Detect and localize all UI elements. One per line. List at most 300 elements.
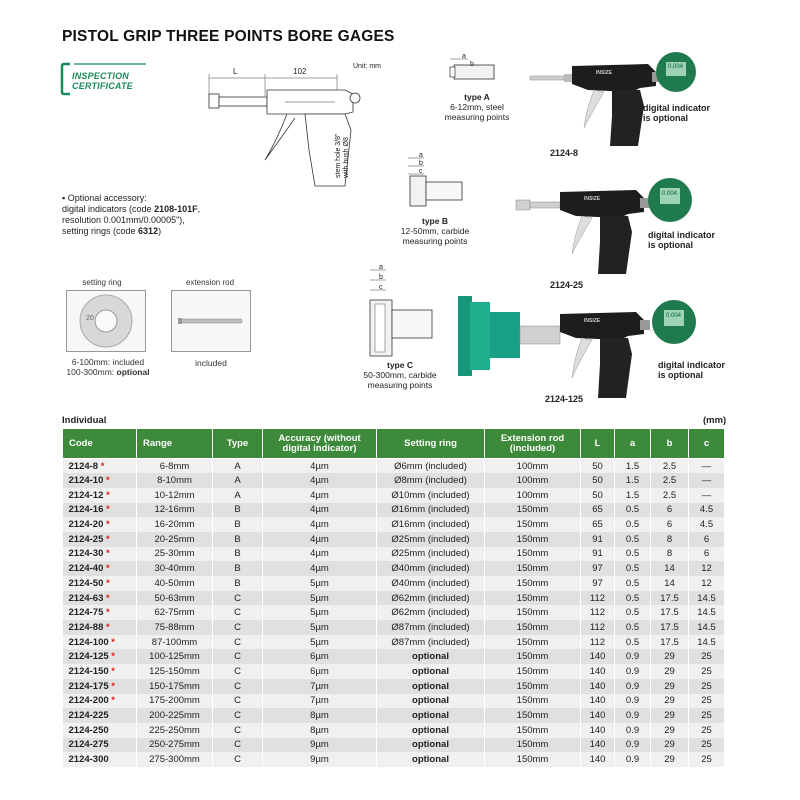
extension-rod-cell: 150mm [485,649,581,664]
accuracy-cell: 4µm [263,473,377,488]
range-cell: 10-12mm [137,488,213,503]
extension-rod-cell: 150mm [485,532,581,547]
extension-rod-cell: 150mm [485,635,581,650]
a-cell: 0.5 [615,620,651,635]
accuracy-cell: 7µm [263,694,377,709]
type-cell: B [213,561,263,576]
type-b-dim-a: a [419,152,423,159]
unit-label: Unit: mm [353,63,381,70]
setting-ring-cell: optional [377,723,485,738]
b-cell: 29 [651,752,689,767]
range-cell: 75-88mm [137,620,213,635]
indicator-display: 0.004 [668,64,684,70]
extension-rod-cell: 100mm [485,473,581,488]
l-cell: 91 [581,547,615,562]
c-cell: 12 [689,576,725,591]
a-cell: 0.5 [615,561,651,576]
table-row [63,547,725,562]
code-cell: 2124-100 * [63,635,137,650]
code-cell: 2124-25 * [63,532,137,547]
extension-rod-cell: 150mm [485,708,581,723]
header-code: Code [63,429,137,459]
star-marker: * [106,607,110,619]
type-a-point-icon [440,55,520,95]
l-cell: 140 [581,738,615,753]
header-setting-ring: Setting ring [377,429,485,459]
accuracy-cell: 5µm [263,620,377,635]
setting-ring-cell: optional [377,738,485,753]
setting-ring-cell: Ø87mm (included) [377,635,485,650]
a-cell: 0.5 [615,503,651,518]
a-cell: 1.5 [615,473,651,488]
range-cell: 175-200mm [137,694,213,709]
b-cell: 2.5 [651,488,689,503]
header-l: L [581,429,615,459]
table-row [63,635,725,650]
a-cell: 0.9 [615,679,651,694]
range-cell: 100-125mm [137,649,213,664]
setting-ring-cell: Ø10mm (included) [377,488,485,503]
extension-rod-cell: 150mm [485,517,581,532]
code-cell: 2124-8 * [63,459,137,474]
table-row [63,620,725,635]
optional-note-2124-125: digital indicator is optional [658,360,726,380]
type-a-label: type A 6-12mm, steel measuring points [444,92,510,122]
b-cell: 29 [651,723,689,738]
extension-rod-cell: 150mm [485,503,581,518]
unit-label-table: (mm) [703,415,727,426]
type-cell: C [213,649,263,664]
header-b: b [651,429,689,459]
a-cell: 1.5 [615,459,651,474]
extension-rod-cell: 100mm [485,488,581,503]
star-marker: * [106,621,110,633]
accuracy-cell: 8µm [263,723,377,738]
type-cell: A [213,459,263,474]
optional-accessory-note: ▪ Optional accessory: digital indicators (code 2108-101F, resolution 0.001mm/0.00005"), setting rings (code 6312) [62,193,201,236]
table-row [63,532,725,547]
type-cell: B [213,576,263,591]
b-cell: 29 [651,708,689,723]
l-cell: 65 [581,503,615,518]
extension-rod-cell: 150mm [485,723,581,738]
setting-ring-cell: Ø6mm (included) [377,459,485,474]
stem-hole-note: stem hole 3/8" with bush Ø8 [335,133,350,178]
code-cell: 2124-175 * [63,679,137,694]
code-cell: 2124-63 * [63,591,137,606]
accuracy-cell: 5µm [263,576,377,591]
a-cell: 0.9 [615,708,651,723]
l-cell: 140 [581,752,615,767]
code-cell: 2124-200 * [63,694,137,709]
section-label: Individual [62,415,107,426]
code-cell: 2124-30 * [63,547,137,562]
accuracy-cell: 4µm [263,517,377,532]
c-cell: 25 [689,649,725,664]
a-cell: 0.5 [615,532,651,547]
setting-ring-cell: Ø87mm (included) [377,620,485,635]
code-cell: 2124-16 * [63,503,137,518]
b-cell: 2.5 [651,459,689,474]
l-cell: 140 [581,708,615,723]
type-cell: A [213,473,263,488]
a-cell: 0.5 [615,605,651,620]
table-row [63,473,725,488]
extension-rod-cell: 150mm [485,620,581,635]
l-cell: 140 [581,723,615,738]
accuracy-cell: 4µm [263,532,377,547]
b-cell: 29 [651,664,689,679]
l-cell: 50 [581,488,615,503]
type-cell: B [213,532,263,547]
range-cell: 6-8mm [137,459,213,474]
extension-rod-label: extension rod [185,278,235,287]
c-cell: — [689,459,725,474]
product-photo-2124-25 [512,172,712,280]
range-cell: 8-10mm [137,473,213,488]
a-cell: 0.9 [615,752,651,767]
extension-rod-image [171,290,251,352]
code-cell: 2124-125 * [63,649,137,664]
star-marker: * [106,504,110,516]
b-cell: 2.5 [651,473,689,488]
c-cell: — [689,473,725,488]
star-marker: * [111,680,115,692]
extension-rod-cell: 150mm [485,591,581,606]
pistol-gage-icon [512,172,712,280]
b-cell: 17.5 [651,635,689,650]
accuracy-cell: 5µm [263,605,377,620]
code-cell: 2124-88 * [63,620,137,635]
range-cell: 125-150mm [137,664,213,679]
code-cell: 2124-275 [63,738,137,753]
setting-ring-cell: optional [377,679,485,694]
c-cell: 25 [689,664,725,679]
table-row [63,488,725,503]
a-cell: 0.5 [615,576,651,591]
header-a: a [615,429,651,459]
c-cell: 4.5 [689,503,725,518]
table-row [63,503,725,518]
l-cell: 112 [581,620,615,635]
c-cell: 6 [689,532,725,547]
table-row [63,752,725,767]
l-cell: 112 [581,605,615,620]
extension-rod-cell: 100mm [485,459,581,474]
type-c-point-icon [362,262,442,358]
accuracy-cell: 6µm [263,649,377,664]
type-b-drawing [400,152,470,212]
range-cell: 25-30mm [137,547,213,562]
range-cell: 12-16mm [137,503,213,518]
star-marker: * [106,577,110,589]
range-cell: 150-175mm [137,679,213,694]
extension-rod-cell: 150mm [485,752,581,767]
setting-ring-cell: Ø40mm (included) [377,576,485,591]
setting-ring-cell: Ø25mm (included) [377,532,485,547]
range-cell: 87-100mm [137,635,213,650]
c-cell: 25 [689,694,725,709]
inspection-certificate-logo [60,62,152,96]
c-cell: 25 [689,752,725,767]
setting-ring-cell: optional [377,694,485,709]
type-b-dim-c: c [419,168,423,175]
optional-note-2124-8: digital indicator is optional [643,103,711,123]
c-cell: 6 [689,547,725,562]
bullet-icon: ▪ [62,193,68,203]
star-marker: * [111,695,115,707]
a-cell: 0.5 [615,547,651,562]
type-cell: C [213,591,263,606]
a-cell: 0.5 [615,591,651,606]
setting-ring-cell: Ø25mm (included) [377,547,485,562]
code-cell: 2124-50 * [63,576,137,591]
star-marker: * [100,460,105,472]
b-cell: 17.5 [651,591,689,606]
extension-rod-icon [172,291,250,351]
spec-table-body [63,459,725,767]
setting-ring-icon [67,291,145,351]
l-cell: 140 [581,664,615,679]
c-cell: 25 [689,708,725,723]
ring-engraving: 20 [86,315,94,322]
range-cell: 250-275mm [137,738,213,753]
c-cell: 25 [689,723,725,738]
setting-ring-cell: optional [377,752,485,767]
setting-ring-cell: Ø16mm (included) [377,517,485,532]
table-row [63,459,725,474]
accuracy-cell: 4µm [263,547,377,562]
c-cell: 25 [689,738,725,753]
a-cell: 0.9 [615,723,651,738]
b-cell: 14 [651,561,689,576]
range-cell: 50-63mm [137,591,213,606]
a-cell: 0.9 [615,664,651,679]
range-cell: 275-300mm [137,752,213,767]
type-cell: C [213,620,263,635]
l-cell: 91 [581,532,615,547]
pistol-gage-icon [452,290,722,406]
product-photo-2124-125 [452,290,722,406]
header-type: Type [213,429,263,459]
setting-ring-cell: optional [377,649,485,664]
a-cell: 0.9 [615,649,651,664]
optional-note-2124-25: digital indicator is optional [648,230,716,250]
type-a-dim-b: b [470,61,474,68]
range-cell: 16-20mm [137,517,213,532]
extension-rod-cell: 150mm [485,605,581,620]
type-cell: C [213,635,263,650]
table-row [63,576,725,591]
setting-ring-cell: Ø62mm (included) [377,591,485,606]
type-cell: C [213,738,263,753]
extension-rod-cell: 150mm [485,664,581,679]
star-marker: * [106,548,110,560]
brand-mark: INSIZE [596,70,613,76]
star-marker: * [111,636,115,648]
setting-ring-cell: Ø16mm (included) [377,503,485,518]
extension-rod-cell: 150mm [485,576,581,591]
code-cell: 2124-40 * [63,561,137,576]
type-cell: C [213,752,263,767]
indicator-display: 0.004 [666,313,682,319]
extension-rod-cell: 150mm [485,738,581,753]
code-cell: 2124-150 * [63,664,137,679]
type-cell: C [213,694,263,709]
accuracy-cell: 5µm [263,591,377,606]
accuracy-cell: 9µm [263,738,377,753]
star-marker: * [106,533,110,545]
extension-rod-note: included [195,358,227,368]
code-cell: 2124-250 [63,723,137,738]
extension-rod-cell: 150mm [485,694,581,709]
type-b-dim-b: b [419,160,423,167]
b-cell: 14 [651,576,689,591]
code-cell: 2124-20 * [63,517,137,532]
setting-ring-cell: optional [377,708,485,723]
b-cell: 8 [651,547,689,562]
c-cell: 14.5 [689,591,725,606]
a-cell: 0.9 [615,738,651,753]
c-cell: 14.5 [689,635,725,650]
l-cell: 97 [581,561,615,576]
b-cell: 29 [651,738,689,753]
extension-rod-cell: 150mm [485,679,581,694]
range-cell: 20-25mm [137,532,213,547]
model-code-2124-125: 2124-125 [545,394,584,404]
star-marker: * [106,592,110,604]
type-c-label: type C 50-300mm, carbide measuring points [363,360,437,390]
header-c: c [689,429,725,459]
c-cell: 25 [689,679,725,694]
type-cell: B [213,503,263,518]
star-marker: * [106,475,110,487]
accuracy-cell: 7µm [263,679,377,694]
code-cell: 2124-75 * [63,605,137,620]
star-marker: * [106,489,110,501]
b-cell: 6 [651,503,689,518]
type-cell: C [213,664,263,679]
type-cell: B [213,547,263,562]
range-cell: 200-225mm [137,708,213,723]
table-row [63,664,725,679]
table-header-row [63,429,725,459]
a-cell: 0.5 [615,635,651,650]
code-cell: 2124-225 [63,708,137,723]
range-cell: 40-50mm [137,576,213,591]
code-cell: 2124-12 * [63,488,137,503]
a-cell: 1.5 [615,488,651,503]
brand-mark: INSIZE [584,318,601,324]
type-c-dim-c: c [379,284,383,291]
table-row [63,708,725,723]
gage-technical-drawing [195,60,395,190]
b-cell: 6 [651,517,689,532]
star-marker: * [106,563,110,575]
accuracy-cell: 9µm [263,752,377,767]
table-row [63,605,725,620]
spec-table [62,428,725,767]
setting-ring-cell: Ø8mm (included) [377,473,485,488]
l-cell: 50 [581,459,615,474]
type-b-label: type B 12-50mm, carbide measuring points [400,216,470,246]
table-row [63,723,725,738]
model-code-2124-25: 2124-25 [550,280,584,290]
l-cell: 50 [581,473,615,488]
brand-mark: INSIZE [584,196,601,202]
c-cell: 12 [689,561,725,576]
page-title: PISTOL GRIP THREE POINTS BORE GAGES [62,28,395,45]
type-c-drawing [362,262,442,358]
range-cell: 225-250mm [137,723,213,738]
table-row [63,649,725,664]
type-cell: C [213,679,263,694]
type-b-point-icon [400,152,470,212]
b-cell: 17.5 [651,605,689,620]
c-cell: 14.5 [689,620,725,635]
a-cell: 0.5 [615,517,651,532]
l-cell: 140 [581,694,615,709]
b-cell: 29 [651,679,689,694]
l-cell: 140 [581,679,615,694]
table-row [63,694,725,709]
pistol-gage-icon [528,50,718,150]
b-cell: 29 [651,694,689,709]
type-a-dim-a: a [462,53,466,60]
accuracy-cell: 5µm [263,635,377,650]
table-row [63,679,725,694]
type-c-dim-b: b [379,274,383,281]
code-cell: 2124-10 * [63,473,137,488]
c-cell: 4.5 [689,517,725,532]
header-range: Range [137,429,213,459]
header-accuracy: Accuracy (without digital indicator) [263,429,377,459]
setting-ring-notes: 6-100mm: included 100-300mm: optional [66,357,150,377]
type-cell: C [213,723,263,738]
type-cell: C [213,708,263,723]
extension-rod-cell: 150mm [485,561,581,576]
table-row [63,517,725,532]
setting-ring-cell: Ø62mm (included) [377,605,485,620]
range-cell: 62-75mm [137,605,213,620]
accuracy-cell: 8µm [263,708,377,723]
accuracy-cell: 6µm [263,664,377,679]
b-cell: 8 [651,532,689,547]
accuracy-cell: 4µm [263,561,377,576]
extension-rod-cell: 150mm [485,547,581,562]
a-cell: 0.9 [615,694,651,709]
l-cell: 112 [581,635,615,650]
table-row [63,561,725,576]
indicator-display: 0.004 [662,191,678,197]
l-cell: 140 [581,649,615,664]
accuracy-cell: 4µm [263,488,377,503]
accuracy-cell: 4µm [263,503,377,518]
accuracy-cell: 4µm [263,459,377,474]
type-cell: A [213,488,263,503]
certificate-line-2: CERTIFICATE [72,81,133,91]
table-row [63,738,725,753]
l-cell: 112 [581,591,615,606]
star-marker: * [111,665,115,677]
header-extension-rod: Extension rod (included) [485,429,581,459]
certificate-line-1: INSPECTION [72,71,130,81]
setting-ring-cell: optional [377,664,485,679]
range-cell: 30-40mm [137,561,213,576]
type-cell: C [213,605,263,620]
model-code-2124-8: 2124-8 [550,148,579,158]
product-photo-2124-8 [528,50,718,150]
